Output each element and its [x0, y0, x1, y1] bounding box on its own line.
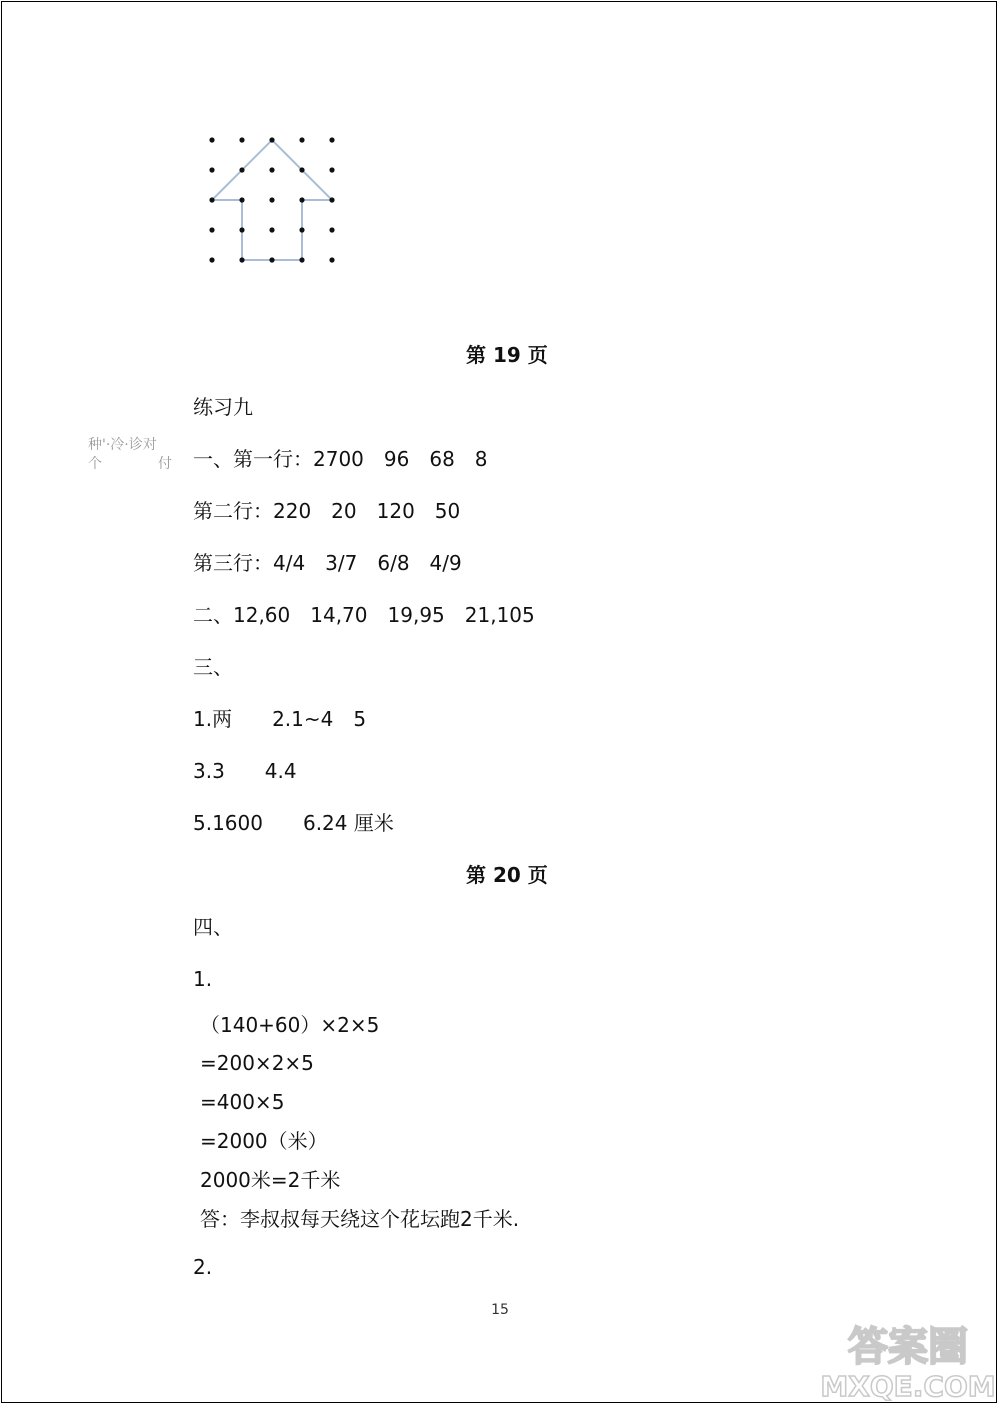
grid-dot	[329, 257, 334, 262]
calc-line: =400×5	[200, 1090, 285, 1114]
q3-line2: 3.3 4.4	[193, 759, 297, 783]
grid-dot	[269, 257, 274, 262]
q1-row2: 第二行：220 20 120 50	[193, 499, 461, 523]
grid-dot	[269, 227, 274, 232]
calc-line: （140+60）×2×5	[200, 1013, 380, 1037]
q4-1-label: 1.	[193, 967, 213, 991]
grid-dot	[209, 167, 214, 172]
q4-2-label: 2.	[193, 1255, 213, 1279]
q1-row3: 第三行：4/4 3/7 6/8 4/9	[193, 551, 462, 575]
answer-line: 答：李叔叔每天绕这个花坛跑2千米.	[200, 1207, 520, 1231]
grid-dot	[299, 227, 304, 232]
page-header-19: 第 19 页	[466, 343, 548, 367]
grid-dot	[299, 197, 304, 202]
page-border	[1, 1, 997, 1403]
faded-stamp	[88, 436, 172, 474]
stamp-line-1: 种'·冷·诊对	[88, 437, 157, 453]
grid-dot	[209, 137, 214, 142]
grid-dot	[299, 257, 304, 262]
grid-dot	[269, 167, 274, 172]
grid-dot	[329, 137, 334, 142]
q3-line1: 1.两 2.1~4 5	[193, 707, 367, 731]
grid-dot	[269, 197, 274, 202]
grid-dot	[209, 197, 214, 202]
page-number: 15	[491, 1302, 509, 1318]
grid-dot	[209, 227, 214, 232]
calc-line: 2000米=2千米	[200, 1168, 341, 1192]
q2-answer: 二、12,60 14,70 19,95 21,105	[193, 603, 535, 627]
calc-line: =200×2×5	[200, 1051, 314, 1075]
grid-dot	[239, 227, 244, 232]
watermark-top-text: 答案圈	[848, 1324, 968, 1370]
section-title: 练习九	[193, 395, 253, 419]
grid-dot	[329, 227, 334, 232]
calc-line: =2000（米）	[200, 1129, 328, 1153]
grid-dot	[299, 137, 304, 142]
grid-dot	[329, 167, 334, 172]
grid-dot	[239, 197, 244, 202]
stamp-line-2: 个 付	[88, 456, 172, 472]
watermark-bottom-text: MXQE.COM	[820, 1370, 996, 1403]
dot-grid-arrow-figure	[200, 128, 350, 278]
grid-dot	[239, 137, 244, 142]
grid-dot	[269, 137, 274, 142]
q1-row1: 一、第一行：2700 96 68 8	[193, 447, 488, 471]
q4-title: 四、	[193, 915, 233, 939]
page-header-20: 第 20 页	[466, 863, 548, 887]
grid-dot	[209, 257, 214, 262]
q3-title: 三、	[193, 655, 233, 679]
watermark-logo	[818, 1312, 998, 1404]
grid-dot	[299, 167, 304, 172]
q3-line3: 5.1600 6.24 厘米	[193, 811, 394, 835]
grid-dot	[239, 257, 244, 262]
grid-dot	[239, 167, 244, 172]
grid-dot	[329, 197, 334, 202]
